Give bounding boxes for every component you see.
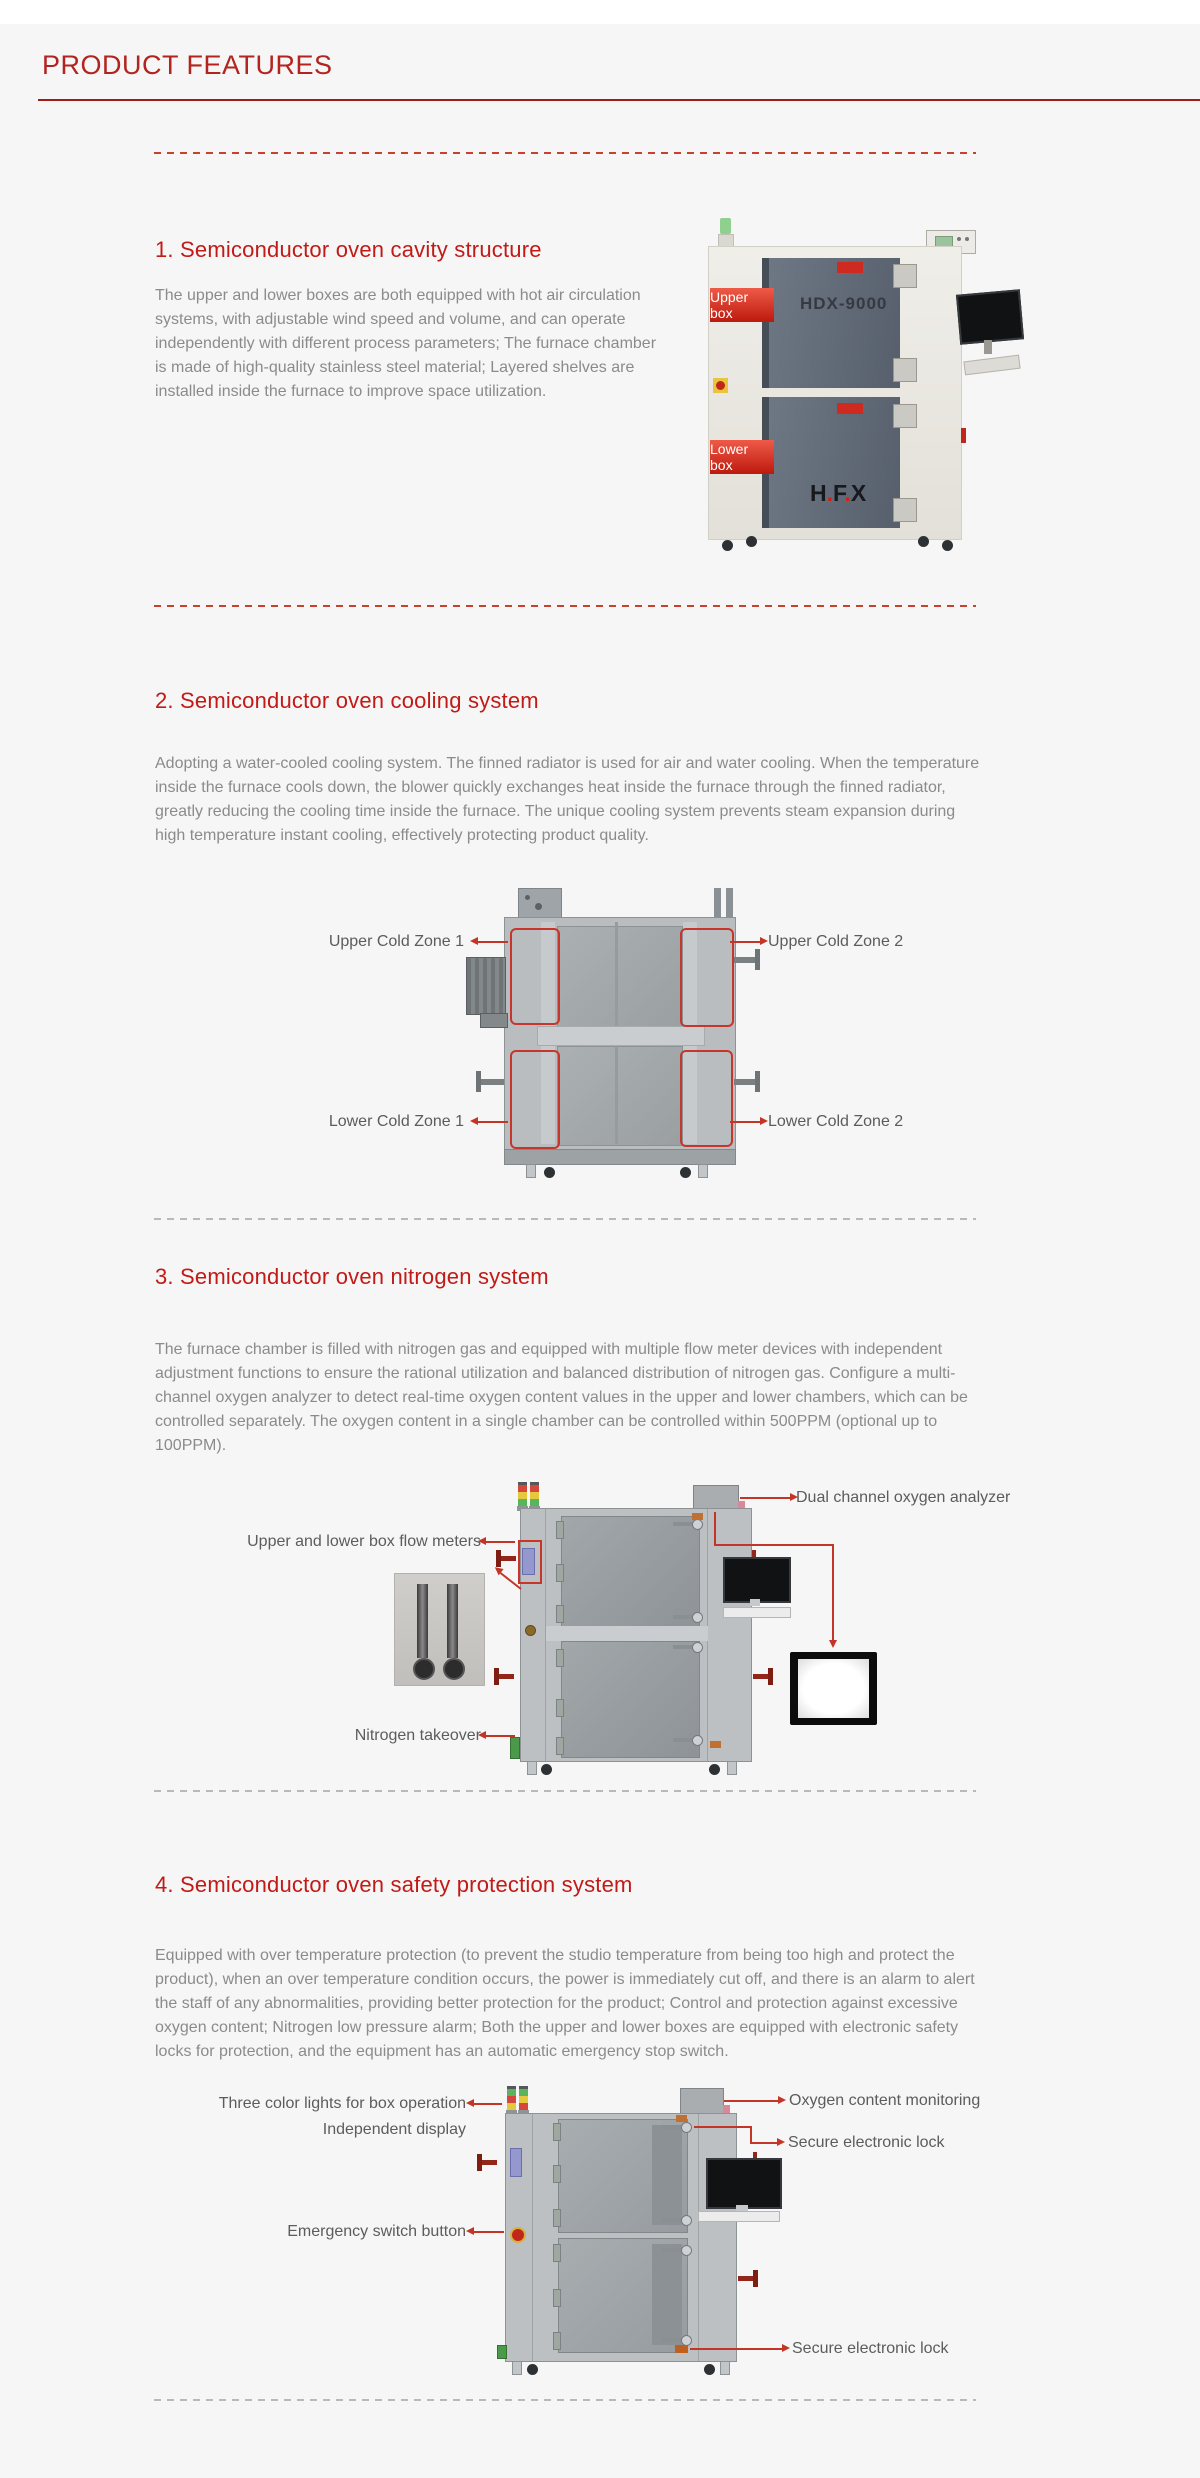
arrow-flow-meters — [486, 1541, 515, 1543]
upper-door — [561, 1516, 700, 1628]
arrow-emergency-switch — [474, 2231, 504, 2233]
dotted-separator — [154, 2399, 976, 2401]
nitrogen-system-diagram — [495, 1480, 885, 1780]
rear-control-box — [518, 888, 562, 920]
nitrogen-inlet — [510, 1737, 520, 1759]
section-3-body: The furnace chamber is filled with nitrogen gas and equipped with multiple flow meter devices with independent adjustment functions to ensure the rational utilization and balanced distribution of nitrogen gas. Configure a multi-channel oxygen analyzer to detect real-time oxygen content values in the upper and lower chambers, which can be controlled separately. The oxygen content in a single chamber can be controlled within 500PPM (optional up to 100PPM). — [155, 1341, 968, 1454]
section-1-heading: 1. Semiconductor oven cavity structure — [155, 237, 542, 262]
side-monitor — [723, 1557, 791, 1603]
title-divider — [38, 99, 1200, 101]
dotted-separator — [154, 1790, 976, 1792]
nitrogen-inlet — [497, 2345, 507, 2359]
independent-display-screen — [510, 2148, 522, 2177]
section-2-heading: 2. Semiconductor oven cooling system — [155, 688, 539, 713]
oxygen-readout-screen — [790, 1652, 877, 1725]
door-handle — [753, 1674, 769, 1679]
upper-box-banner: Upper box — [710, 288, 774, 322]
oven-photo — [700, 218, 1020, 563]
section-3-heading: 3. Semiconductor oven nitrogen system — [155, 1264, 549, 1289]
machine-body — [505, 2113, 737, 2362]
oxygen-monitor-box — [680, 2088, 724, 2115]
dashed-separator — [154, 152, 976, 154]
signal-light-icon — [720, 218, 731, 234]
door-handle — [481, 2160, 497, 2165]
door-handle — [738, 2276, 754, 2281]
connector-line — [714, 1512, 716, 1546]
workstation-keyboard — [963, 355, 1020, 376]
lower-door — [762, 397, 900, 528]
lower-cold-zone-1-box — [510, 1050, 560, 1149]
lower-door — [558, 2238, 688, 2353]
upper-door — [762, 258, 900, 388]
label-lower-cold-zone-1: Lower Cold Zone 1 — [328, 1113, 464, 1130]
arrow-upper-cold-zone-2 — [730, 941, 760, 943]
arrow-oxygen-monitoring — [724, 2100, 778, 2102]
electronic-lock-upper — [676, 2115, 687, 2122]
label-upper-cold-zone-2: Upper Cold Zone 2 — [768, 933, 904, 950]
flow-meter-display — [522, 1548, 535, 1575]
flow-meter-photo — [394, 1573, 485, 1686]
emergency-stop-icon — [713, 378, 728, 393]
upper-door — [558, 2119, 688, 2233]
section-1-body: The upper and lower boxes are both equipped with hot air circulation systems, with adjustable wind speed and volume, and can operate independently with different process parameters; The furnace chamber is made of high-quality stainless steel material; Layered shelves are installed inside the furnace to improve space utilization. — [155, 287, 657, 400]
safety-system-diagram — [480, 2080, 900, 2380]
stack-light-icon — [519, 2086, 528, 2115]
page-title: PRODUCT FEATURES — [42, 50, 333, 80]
electronic-lock-lower — [675, 2345, 688, 2353]
emergency-button-icon — [525, 1625, 536, 1636]
arrow-upper-cold-zone-1 — [478, 941, 508, 943]
keyboard-shelf — [698, 2211, 780, 2222]
machine-body — [520, 1508, 752, 1762]
arrow-three-color-lights — [474, 2103, 502, 2105]
section-4-heading: 4. Semiconductor oven safety protection system — [155, 1872, 633, 1897]
connector-line — [714, 1544, 834, 1546]
stack-light-icon — [518, 1482, 527, 1511]
model-number: HDX-9000 — [800, 294, 888, 313]
label-three-color-lights: Three color lights for box operation — [218, 2095, 466, 2112]
lower-cold-zone-2-box — [680, 1050, 733, 1147]
lower-box-banner: Lower box — [710, 440, 774, 474]
keyboard-shelf — [723, 1607, 791, 1618]
label-secure-lock-upper: Secure electronic lock — [788, 2134, 945, 2151]
brand-logo: H.F.X — [810, 480, 867, 506]
label-lower-cold-zone-2: Lower Cold Zone 2 — [768, 1113, 904, 1130]
connector-arrowhead — [829, 1640, 837, 1648]
label-nitrogen-takeover: Nitrogen takeover — [354, 1727, 481, 1744]
label-upper-cold-zone-1: Upper Cold Zone 1 — [328, 933, 464, 950]
dotted-separator — [154, 1218, 976, 1220]
section-2-body: Adopting a water-cooled cooling system. The finned radiator is used for air and water cooling. When the temperature inside the furnace cools down, the blower quickly exchanges heat inside the furnace through the finned radiator, greatly reducing the cooling time inside the furnace. The unique cooling system prevents steam expansion during high temperature instant cooling, effectively protecting product quality. — [155, 755, 980, 844]
stack-light-icon — [507, 2086, 516, 2115]
label-flow-meters: Upper and lower box flow meters — [247, 1533, 481, 1550]
dashed-separator — [154, 605, 976, 607]
connector-line — [694, 2126, 752, 2128]
label-independent-display: Independent display — [322, 2121, 466, 2138]
stack-light-icon — [530, 1482, 539, 1511]
label-emergency-switch: Emergency switch button — [287, 2223, 466, 2240]
connector-line — [832, 1544, 834, 1640]
door-handle — [498, 1674, 514, 1679]
cooling-system-diagram — [500, 885, 740, 1185]
label-oxygen-monitoring: Oxygen content monitoring — [789, 2092, 981, 2109]
door-handle — [500, 1556, 516, 1561]
arrow-nitrogen-takeover — [486, 1735, 515, 1737]
workstation-monitor — [956, 289, 1024, 344]
arrow-secure-lock-upper — [750, 2142, 777, 2144]
arrow-secure-lock-lower — [690, 2348, 782, 2350]
section-4-body: Equipped with over temperature protection (to prevent the studio temperature from being too high and protect the product), when an over temperature condition occurs, the power is immediately cut off, and there is an alarm to alert the staff of any abnormalities, providing better protection for the product; Control and protection against excessive oxygen content; Nitrogen low pressure alarm; Both the upper and lower boxes are equipped with electronic safety locks for protection, and the equipment has an automatic emergency stop switch. — [155, 1947, 975, 2060]
side-monitor — [706, 2158, 782, 2209]
arrow-lower-cold-zone-2 — [730, 1121, 760, 1123]
arrow-oxygen-analyzer — [740, 1497, 790, 1499]
arrow-lower-cold-zone-1 — [478, 1121, 508, 1123]
emergency-button-icon — [510, 2227, 526, 2243]
label-oxygen-analyzer: Dual channel oxygen analyzer — [796, 1489, 1011, 1506]
upper-cold-zone-2-box — [680, 928, 734, 1027]
upper-cold-zone-1-box — [510, 928, 560, 1025]
blower-motor — [466, 957, 506, 1015]
label-secure-lock-lower: Secure electronic lock — [792, 2340, 949, 2357]
